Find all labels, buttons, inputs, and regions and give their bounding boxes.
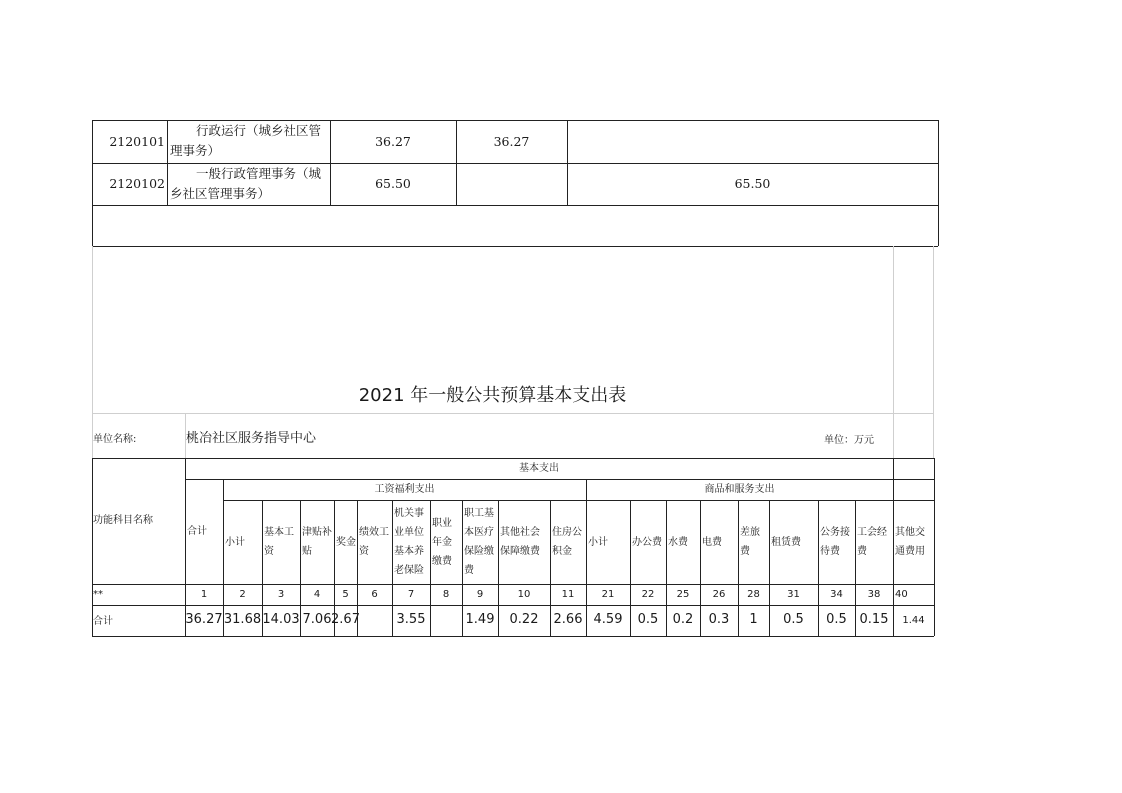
column-header: 其他社会保障缴费: [500, 527, 540, 557]
row-name: 一般行政管理事务（城乡社区管理事务）: [170, 166, 322, 201]
column-code: 9: [476, 588, 484, 600]
total-value: 1.44: [902, 614, 925, 626]
total-value: 0.2: [672, 612, 694, 628]
column-code: 10: [517, 588, 531, 600]
column-code: 34: [830, 588, 843, 600]
total-value: 14.03: [262, 612, 300, 628]
column-header: 工会经费: [857, 527, 887, 557]
header-func: 功能科目名称: [93, 515, 153, 526]
total-value: [430, 605, 462, 636]
column-header: 绩效工资: [359, 527, 389, 557]
column-code: 3: [277, 588, 285, 600]
total-value: 7.06: [302, 612, 332, 628]
unit-name-label: 单位名称:: [93, 434, 137, 445]
total-value: 0.22: [509, 612, 539, 628]
column-header: 小计: [225, 536, 245, 548]
column-header: 奖金: [336, 536, 356, 548]
column-header: 职工基本医疗保险缴费: [464, 508, 494, 576]
total-value: 31.68: [223, 612, 262, 628]
row-code: 2120102: [109, 176, 165, 192]
column-code: 2: [239, 588, 246, 600]
unit-name: 桃冶社区服务指导中心: [186, 431, 317, 446]
column-code: 38: [867, 588, 881, 600]
column-code: 22: [641, 588, 655, 600]
total-value: 3.55: [396, 612, 426, 628]
total-value: [357, 605, 392, 636]
row-project: 65.50: [734, 176, 771, 192]
column-code: 5: [342, 588, 349, 600]
row-project: [567, 120, 938, 163]
column-code: 7: [407, 588, 415, 600]
total-value: 1: [749, 612, 758, 628]
column-header: 其他交通费用: [895, 527, 925, 557]
page-title: 2021 年一般公共预算基本支出表: [358, 385, 627, 406]
total-value: 0.5: [826, 612, 847, 628]
column-code: 11: [561, 588, 575, 600]
total-row-label: 合计: [93, 616, 113, 627]
code-row-label: **: [93, 589, 103, 600]
column-code: 21: [601, 588, 615, 600]
column-header: 公务接待费: [820, 527, 850, 557]
column-code: 28: [747, 588, 760, 600]
column-header: 小计: [588, 536, 608, 548]
row-code: 2120101: [109, 133, 165, 149]
column-header: 机关事业单位基本养老保险: [394, 508, 424, 576]
column-header: 办公费: [632, 536, 662, 548]
column-code: 26: [712, 588, 726, 600]
total-value: 0.3: [708, 612, 730, 628]
column-header: 水费: [668, 536, 688, 548]
header-goods: 商品和服务支出: [704, 483, 775, 495]
total-value: 2.67: [331, 612, 360, 628]
total-value: 4.59: [593, 612, 623, 628]
unit-label: 单位：万元: [824, 435, 874, 446]
column-code: 31: [787, 588, 800, 600]
column-header: 津贴补贴: [302, 527, 332, 557]
row-total: 36.27: [375, 133, 411, 149]
column-code: 6: [371, 588, 378, 600]
column-code: 8: [442, 588, 450, 600]
column-header: 差旅费: [740, 527, 760, 557]
row-name: 行政运行（城乡社区管理事务）: [170, 123, 322, 158]
header-salary: 工资福利支出: [374, 483, 435, 495]
column-header: 电费: [702, 536, 722, 548]
column-code: 1: [200, 588, 208, 600]
column-code: 40: [895, 588, 908, 600]
column-code: 25: [676, 588, 690, 600]
column-header: 基本工资: [264, 527, 294, 557]
total-value: 36.27: [185, 612, 223, 628]
row-total: 65.50: [375, 176, 411, 192]
column-header: 职业年金缴费: [432, 517, 452, 567]
column-header: 住房公积金: [552, 527, 582, 557]
column-header: 合计: [187, 526, 207, 537]
row-basic: [456, 163, 567, 205]
total-value: 1.49: [465, 612, 495, 628]
column-header: 租赁费: [771, 536, 801, 548]
total-value: 0.15: [859, 612, 889, 628]
header-basic: 基本支出: [519, 462, 559, 474]
total-value: 0.5: [783, 612, 804, 628]
total-value: 2.66: [553, 612, 583, 628]
total-value: 0.5: [637, 612, 659, 628]
column-code: 4: [313, 588, 321, 600]
row-basic: 36.27: [493, 133, 530, 149]
